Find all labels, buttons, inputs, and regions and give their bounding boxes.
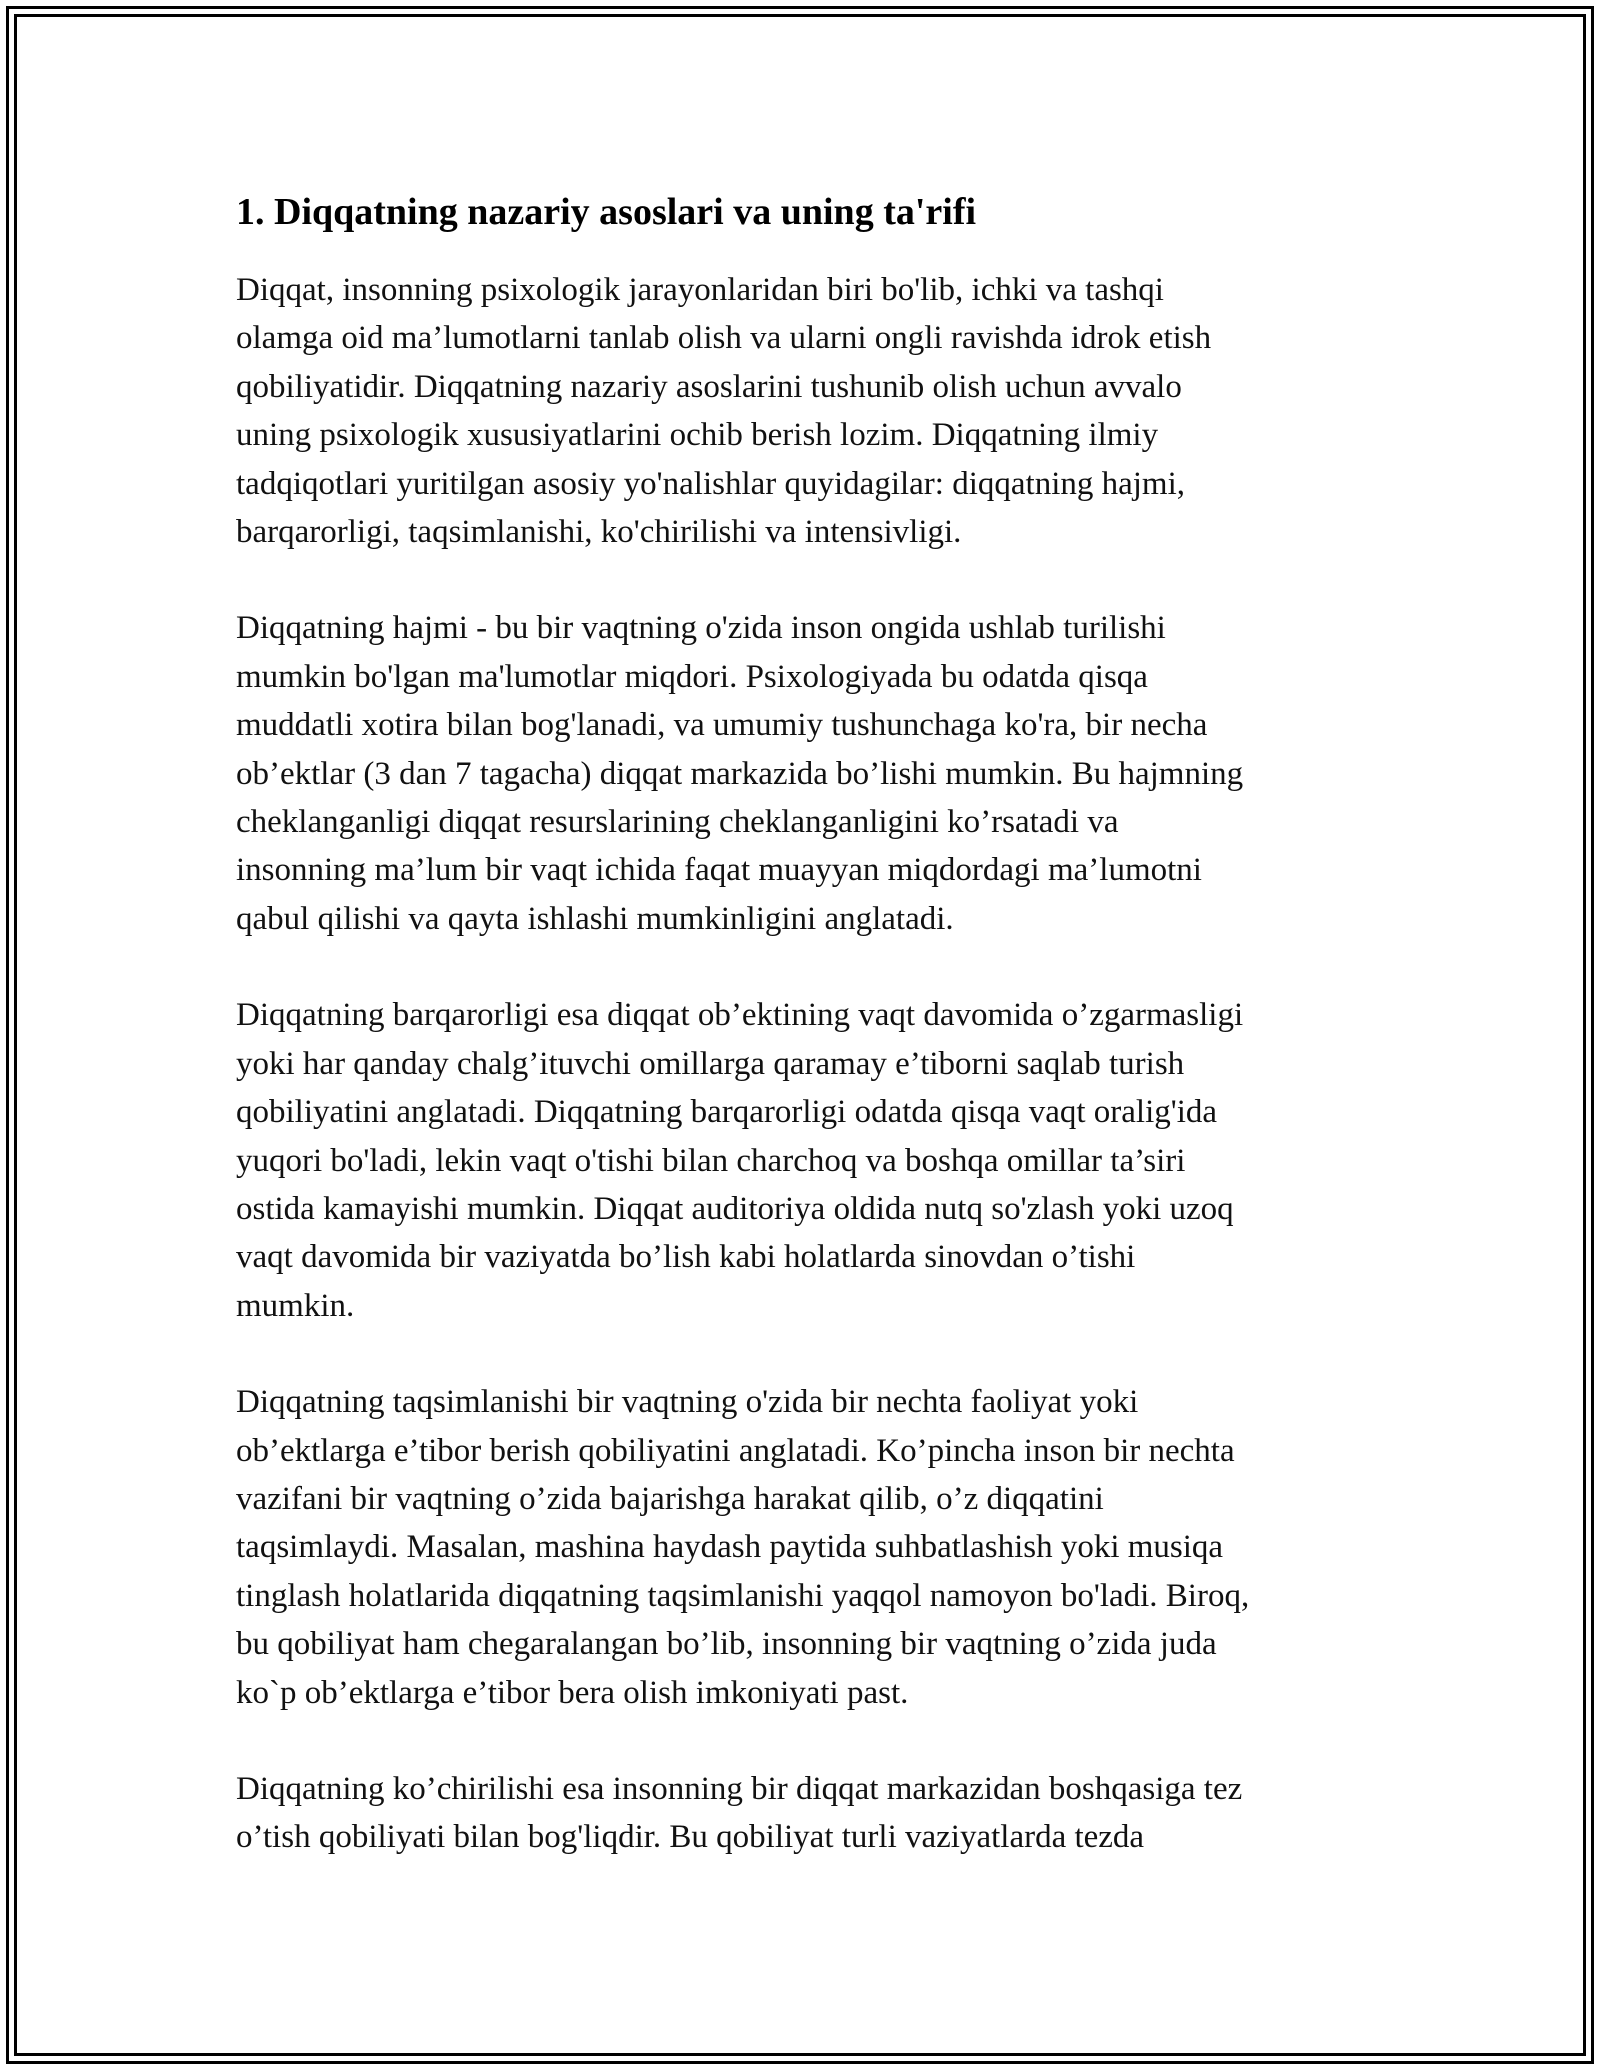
paragraph-hajmi	[236, 604, 1366, 943]
text-line: olamga oid ma’lumotlarni tanlab olish va ularni ongli ravishda idrok etish	[236, 320, 1212, 357]
text-line: ko`p ob’ektlarga e’tibor bera olish imkoniyati past.	[236, 1674, 909, 1711]
text-line: muddatli xotira bilan bog'lanadi, va umumiy tushunchaga ko'ra, bir necha	[236, 707, 1208, 744]
paragraph-intro	[236, 266, 1366, 556]
paragraph-taqsimlanishi	[236, 1378, 1366, 1717]
text-line: qabul qilishi va qayta ishlashi mumkinligini anglatadi.	[236, 900, 954, 937]
text-line: Diqqatning hajmi - bu bir vaqtning o'zida inson ongida ushlab turilishi	[236, 610, 1166, 647]
document-body	[236, 186, 1366, 1910]
text-line: bu qobiliyat ham chegaralangan bo’lib, insonning bir vaqtning o’zida juda	[236, 1626, 1217, 1663]
text-line: uning psixologik xususiyatlarini ochib berish lozim. Diqqatning ilmiy	[236, 417, 1159, 454]
text-line: ostida kamayishi mumkin. Diqqat auditoriya oldida nutq so'zlash yoki uzoq	[236, 1190, 1234, 1227]
paragraph-kochirilishi	[236, 1765, 1366, 1862]
text-line: Diqqatning ko’chirilishi esa insonning bir diqqat markazidan boshqasiga tez	[236, 1770, 1243, 1807]
text-line: barqarorligi, taqsimlanishi, ko'chirilishi va intensivligi.	[236, 514, 962, 551]
text-line: tadqiqotlari yuritilgan asosiy yo'nalishlar quyidagilar: diqqatning hajmi,	[236, 465, 1186, 502]
text-line: ob’ektlar (3 dan 7 tagacha) diqqat markazida bo’lishi mumkin. Bu hajmning	[236, 755, 1244, 792]
text-line: vaqt davomida bir vaziyatda bo’lish kabi holatlarda sinovdan o’tishi	[236, 1239, 1136, 1276]
text-line: Diqqatning barqarorligi esa diqqat ob’ektining vaqt davomida o’zgarmasligi	[236, 997, 1244, 1034]
text-line: qobiliyatidir. Diqqatning nazariy asoslarini tushunib olish uchun avvalo	[236, 368, 1182, 405]
text-line: mumkin bo'lgan ma'lumotlar miqdori. Psixologiyada bu odatda qisqa	[236, 658, 1148, 695]
text-line: o’tish qobiliyati bilan bog'liqdir. Bu qobiliyat turli vaziyatlarda tezda	[236, 1819, 1145, 1856]
text-line: vazifani bir vaqtning o’zida bajarishga harakat qilib, o’z diqqatini	[236, 1480, 1104, 1517]
paragraph-barqarorligi	[236, 991, 1366, 1330]
text-line: mumkin.	[236, 1287, 355, 1324]
text-line: cheklanganligi diqqat resurslarining cheklanganligini ko’rsatadi va	[236, 804, 1119, 841]
text-line: yoki har qanday chalg’ituvchi omillarga qaramay e’tiborni saqlab turish	[236, 1045, 1185, 1082]
text-line: Diqqat, insonning psixologik jarayonlaridan biri bo'lib, ichki va tashqi	[236, 272, 1164, 308]
section-heading: 1. Diqqatning nazariy asoslari va uning ta'rifi	[236, 191, 977, 233]
text-line: Diqqatning taqsimlanishi bir vaqtning o'zida bir nechta faoliyat yoki	[236, 1384, 1139, 1421]
text-line: tinglash holatlarida diqqatning taqsimlanishi yaqqol namoyon bo'ladi. Biroq,	[236, 1577, 1250, 1614]
text-line: taqsimlaydi. Masalan, mashina haydash paytida suhbatlashish yoki musiqa	[236, 1529, 1224, 1566]
text-line: yuqori bo'ladi, lekin vaqt o'tishi bilan charchoq va boshqa omillar ta’siri	[236, 1142, 1186, 1179]
text-line: insonning ma’lum bir vaqt ichida faqat muayyan miqdordagi ma’lumotni	[236, 852, 1202, 889]
text-line: qobiliyatini anglatadi. Diqqatning barqarorligi odatda qisqa vaqt oralig'ida	[236, 1094, 1218, 1131]
text-line: ob’ektlarga e’tibor berish qobiliyatini anglatadi. Ko’pincha inson bir nechta	[236, 1432, 1235, 1469]
